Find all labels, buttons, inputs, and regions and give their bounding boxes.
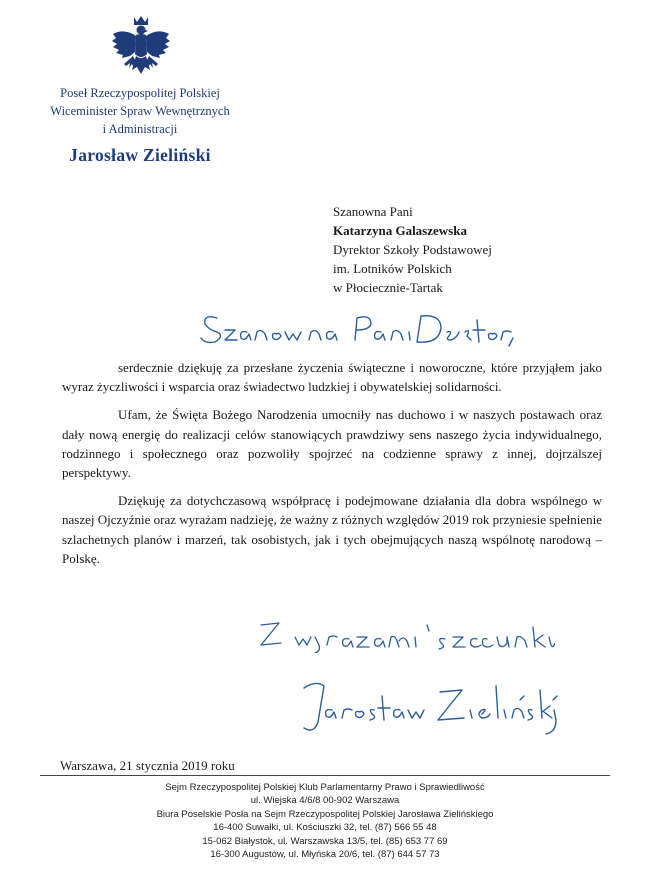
footer-line-3: Biura Poselskie Posła na Sejm Rzeczypospolitej Polskiej Jarosława Zielińskiego — [156, 808, 494, 820]
handwritten-closing — [255, 617, 555, 653]
letterhead — [20, 84, 260, 166]
letter-date: Warszawa, 21 stycznia 2019 roku — [60, 758, 235, 773]
footer-divider — [40, 775, 610, 776]
sender-name: Jarosław Zieliński — [69, 145, 211, 165]
footer-line-2: ul. Wiejska 4/6/8 00-902 Warszawa — [250, 795, 400, 807]
footer — [0, 781, 650, 861]
addressee-title: Dyrektor Szkoły Podstawowej — [333, 242, 492, 257]
addressee-block — [333, 202, 633, 297]
addressee-school: im. Lotników Polskich — [333, 261, 452, 276]
footer-line-1: Sejm Rzeczypospolitej Polskiej Klub Parlamentarny Prawo i Sprawiedliwość — [165, 782, 485, 793]
footer-line-5: 15-062 Białystok, ul. Warszawska 13/5, tel. (85) 653 77 69 — [202, 835, 448, 847]
letterhead-line-2: Wiceminister Spraw Wewnętrznych — [50, 104, 230, 118]
letter-body — [62, 358, 602, 577]
handwritten-salutation — [195, 308, 515, 348]
body-paragraph-2: Ufam, że Święta Bożego Narodzenia umocniły nas duchowo i w naszych postawach oraz dały nową energię do realizacji celów stanowiących prawdziwy sens naszego życia indywidualnego, rodzinnego i społecznego oraz pozwoliły spojrzeć na codzienne sprawy z innej, dojrzalszej perspektywy. — [62, 407, 602, 481]
footer-line-4: 16-400 Suwałki, ul. Kościuszki 32, tel. (87) 566 55 48 — [213, 822, 437, 834]
body-paragraph-3: Dziękuję za dotychczasową współpracę i podejmowane działania dla dobra wspólnego w naszej Ojczyźnie oraz wyrażam nadzieję, że ważny z różnych względów 2019 rok przyniesie spełnienie szlachetnych planów i marzeń, tak osobistych, jak i tych obejmujących naszą wspólnotę narodową – Polskę. — [62, 493, 602, 566]
footer-line-6: 16-300 Augustów, ul. Młyńska 20/6, tel. (87) 644 57 73 — [210, 849, 440, 861]
body-paragraph-1: serdecznie dziękuję za przesłane życzenia świąteczne i noworoczne, które przyjąłem jako wyraz życzliwości i wsparcia oraz świadectwo ludzkiej i obywatelskiej solidarności. — [62, 360, 602, 395]
letterhead-line-3: i Administracji — [102, 122, 178, 136]
addressee-name: Katarzyna Galaszewska — [333, 223, 467, 238]
addressee-location: w Płociecznie-Tartak — [333, 280, 443, 295]
handwritten-signature — [298, 676, 558, 738]
addressee-greeting: Szanowna Pani — [333, 204, 413, 219]
polish-eagle-emblem-icon — [110, 14, 172, 82]
letterhead-line-1: Poseł Rzeczypospolitej Polskiej — [60, 86, 220, 100]
